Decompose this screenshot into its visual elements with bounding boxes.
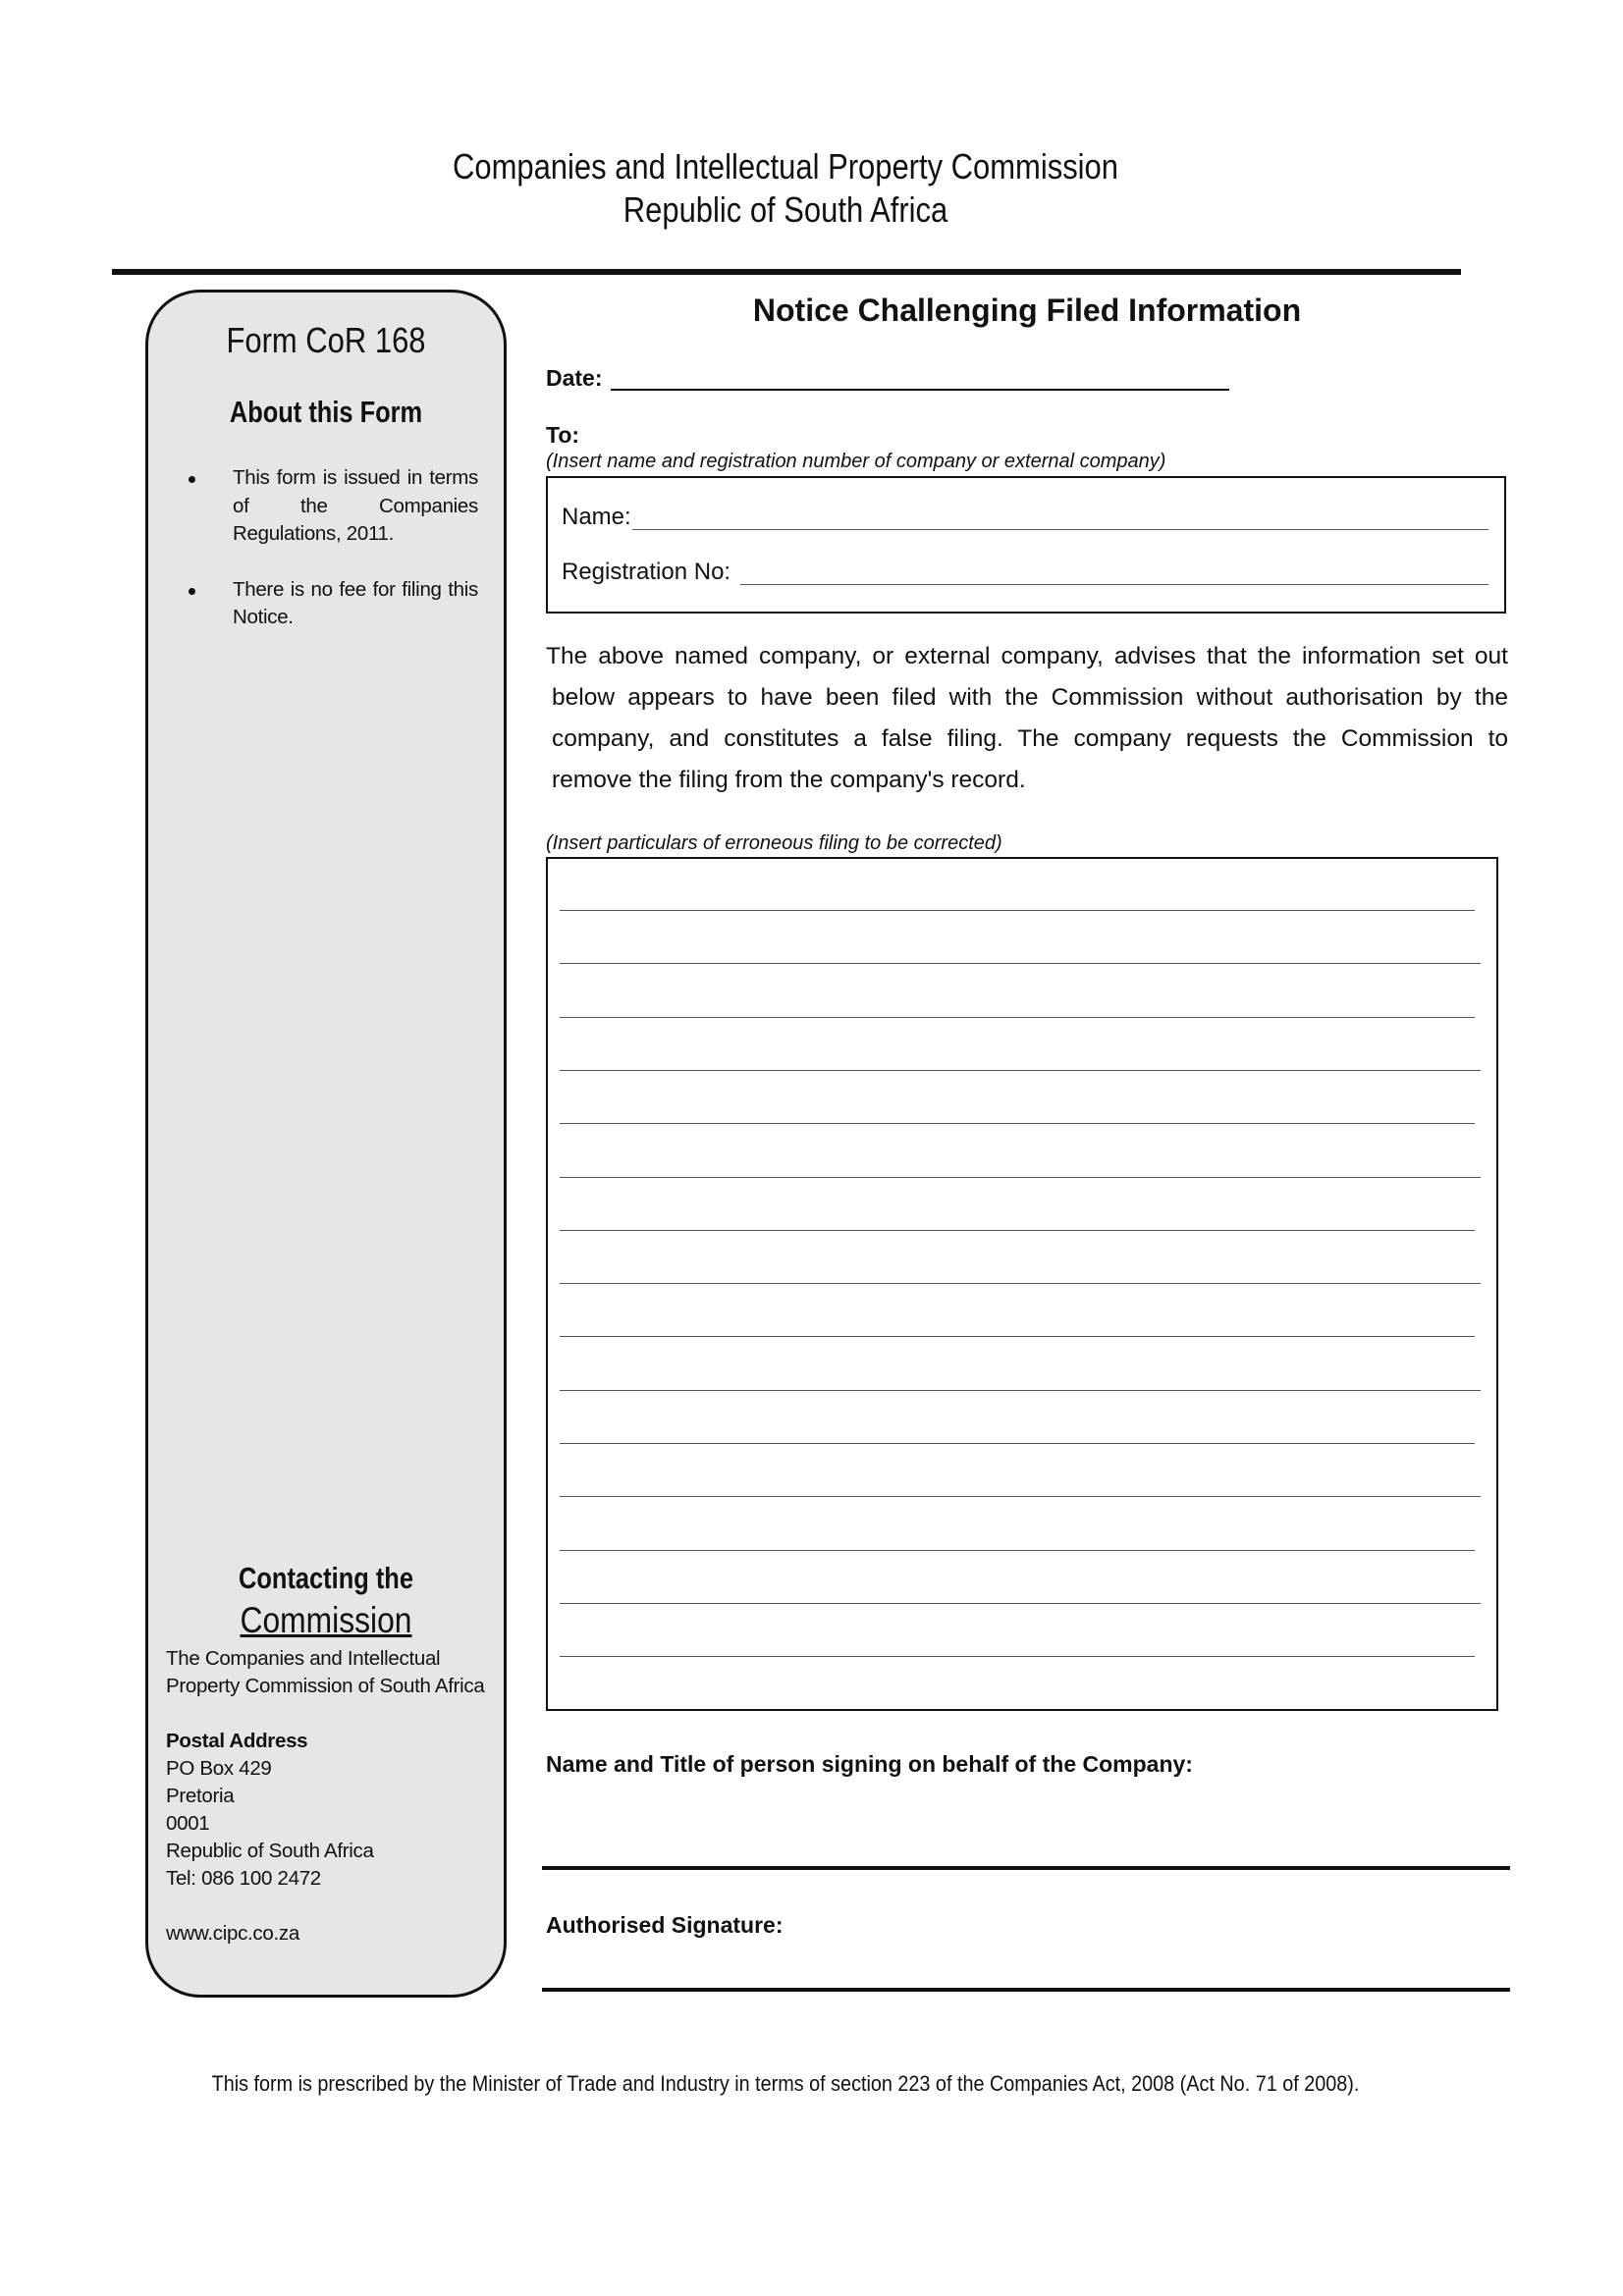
particulars-writing-line[interactable] — [560, 1230, 1475, 1231]
postal-line: 0001 — [166, 1812, 210, 1835]
about-list-item: This form is issued in terms of the Companies Regulations, 2011. — [184, 464, 478, 549]
sidebar-panel — [145, 290, 507, 1998]
contact-heading-commission: Commission — [240, 1600, 412, 1640]
recipient-box — [546, 476, 1506, 614]
date-field[interactable] — [611, 389, 1229, 391]
particulars-writing-line[interactable] — [560, 1017, 1475, 1018]
postal-line: PO Box 429 — [166, 1757, 272, 1780]
postal-line: Republic of South Africa — [166, 1840, 374, 1862]
particulars-writing-line[interactable] — [560, 1336, 1475, 1337]
particulars-writing-line[interactable] — [560, 1390, 1481, 1391]
particulars-writing-line[interactable] — [560, 1656, 1475, 1657]
signer-name-line[interactable] — [542, 1866, 1510, 1870]
particulars-writing-line[interactable] — [560, 1070, 1481, 1071]
particulars-box[interactable] — [546, 857, 1498, 1711]
name-field[interactable] — [632, 529, 1488, 530]
bullet-icon — [189, 588, 195, 595]
signature-label: Authorised Signature: — [546, 1912, 784, 1938]
particulars-writing-line[interactable] — [560, 1443, 1475, 1444]
website-link[interactable]: www.cipc.co.za — [166, 1922, 299, 1945]
form-title: Notice Challenging Filed Information — [752, 293, 1302, 328]
to-label: To: — [546, 422, 580, 448]
bullet-icon — [189, 476, 195, 483]
contact-details — [166, 1645, 500, 1948]
document-header — [0, 145, 1571, 232]
registration-label: Registration No: — [562, 559, 731, 585]
particulars-writing-line[interactable] — [560, 910, 1475, 911]
particulars-writing-line[interactable] — [560, 1550, 1475, 1551]
signer-label: Name and Title of person signing on behalf of the Company: — [546, 1751, 1193, 1777]
particulars-writing-line[interactable] — [560, 963, 1481, 964]
particulars-writing-line[interactable] — [560, 1177, 1481, 1178]
header-commission-name: Companies and Intellectual Property Commission — [452, 146, 1119, 187]
about-list-item: There is no fee for filing this Notice. — [184, 576, 478, 632]
commission-name-line: Property Commission of South Africa — [166, 1675, 485, 1697]
to-instruction: (Insert name and registration number of company or external company) — [546, 451, 1166, 472]
header-country: Republic of South Africa — [622, 189, 948, 230]
header-divider — [112, 269, 1461, 275]
particulars-writing-line[interactable] — [560, 1603, 1481, 1604]
registration-field[interactable] — [740, 584, 1488, 585]
footer-legal-notice: This form is prescribed by the Minister of Trade and Industry in terms of section 223 of the Companies Act, 2008 (Act No. 71 of 2008). — [211, 2071, 1360, 2096]
about-list — [184, 464, 478, 660]
particulars-writing-line[interactable] — [560, 1496, 1481, 1497]
postal-address-heading: Postal Address — [166, 1730, 308, 1752]
commission-name-line: The Companies and Intellectual — [166, 1647, 441, 1670]
particulars-instruction: (Insert particulars of erroneous filing to be corrected) — [546, 832, 1002, 854]
particulars-writing-line[interactable] — [560, 1123, 1475, 1124]
telephone: Tel: 086 100 2472 — [166, 1867, 321, 1890]
contact-heading: Contacting the — [239, 1561, 413, 1595]
form-number: Form CoR 168 — [226, 320, 426, 360]
about-heading: About this Form — [229, 395, 423, 429]
date-label: Date: — [546, 365, 603, 391]
name-label: Name: — [562, 504, 631, 530]
particulars-writing-line[interactable] — [560, 1283, 1481, 1284]
signature-line[interactable] — [542, 1988, 1510, 1992]
postal-line: Pretoria — [166, 1785, 235, 1807]
notice-paragraph: The above named company, or external company, advises that the information set out below appears to have been filed with the Commission without authorisation by the company, and constitutes a false filing. The company requests the Commission to remove the filing from the company's record. — [546, 643, 1508, 793]
